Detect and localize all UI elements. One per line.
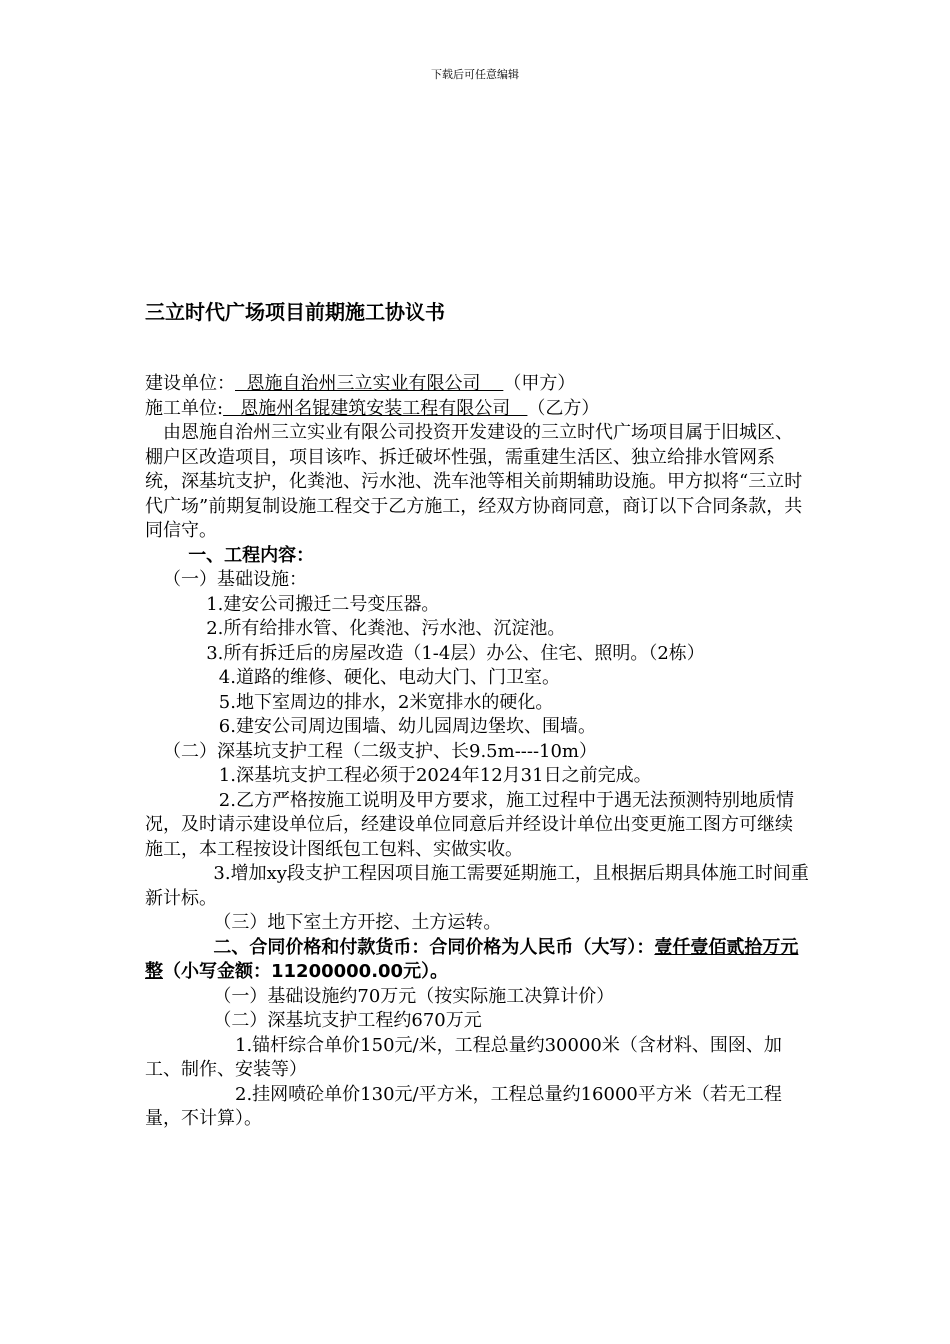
section1-item: 6.建安公司周边围墙、幼儿园周边堡坎、围墙。: [218, 716, 596, 737]
party-b-label: 施工单位:: [145, 397, 224, 419]
document-body: [145, 372, 810, 1132]
page-header-note: 下载后可任意编辑: [431, 68, 519, 81]
party-b-role: （乙方）: [527, 397, 600, 419]
party-a-role: （甲方）: [503, 373, 576, 394]
intro-paragraph: 由恩施自治州三立实业有限公司投资开发建设的三立时代广场项目属于旧城区、棚户区改造项目，项目该咋、拆迁破坏性强，需重建生活区、独立给排水管网系统，深基坑支护，化粪池、污水池、洗车池等相关前期辅助设施。甲方拟将“三立时代广场”前期复制设施工程交于乙方施工，经双方协商同意，商订以下合同条款，共同信守。: [145, 422, 803, 541]
section1-item: 3.增加xy段支护工程因项目施工需要延期施工，且根据后期具体施工时间重新计标。: [145, 863, 809, 909]
section2-item: 2.挂网喷砼单价130元/平方米，工程总量约16000平方米（若无工程量，不计算）。: [145, 1083, 782, 1129]
party-b-name: 恩施州名锟建筑安装工程有限公司: [223, 397, 528, 419]
contract-amount-words: 壹仟壹佰贰拾万元整: [145, 936, 799, 982]
section1-item: 1.深基坑支护工程必须于2024年12月31日之前完成。: [218, 765, 652, 786]
party-a-line: [145, 372, 810, 397]
section1-heading: 一、工程内容：: [188, 544, 315, 566]
section1-item: 1.建安公司搬迁二号变压器。: [206, 593, 440, 615]
section1-item: 2.乙方严格按施工说明及甲方要求，施工过程中于遇无法预测特别地质情况，及时请示建设单位后，经建设单位同意后并经设计单位出变更施工图方可继续施工，本工程按设计图纸包工包料、实做实收。: [145, 789, 794, 860]
section2-sub2: （二）深基坑支护工程约670万元: [213, 1010, 482, 1031]
party-b-line: [145, 397, 810, 422]
party-a-name: 恩施自治州三立实业有限公司: [235, 373, 504, 394]
section1-sub1: （一）基础设施：: [163, 569, 307, 590]
section1-sub2: （二）深基坑支护工程（二级支护、长9.5m----10m）: [163, 740, 597, 762]
section2-sub1: （一）基础设施约70万元（按实际施工决算计价）: [213, 985, 615, 1007]
contract-amount-small: （小写金额：11200000.00元）。: [163, 961, 449, 982]
section1-item: 4.道路的维修、硬化、电动大门、门卫室。: [218, 667, 560, 688]
document-title: 三立时代广场项目前期施工协议书: [145, 300, 445, 324]
section2-heading: 二、合同价格和付款货币：合同价格为人民币（大写）：: [213, 936, 655, 958]
section1-item: 2.所有给排水管、化粪池、污水池、沉淀池。: [206, 618, 566, 639]
section1-item: 5.地下室周边的排水，2米宽排水的硬化。: [218, 691, 554, 713]
section1-sub3: （三）地下室土方开挖、土方运转。: [213, 912, 502, 933]
party-a-label: 建设单位：: [145, 373, 235, 394]
section1-item: 3.所有拆迁后的房屋改造（1-4层）办公、住宅、照明。（2栋）: [206, 642, 705, 664]
section2-heading-line: [145, 936, 810, 985]
section2-item: 1.锚杆综合单价150元/米，工程总量约30000米（含材料、围囹、加工、制作、安装等）: [145, 1034, 782, 1080]
